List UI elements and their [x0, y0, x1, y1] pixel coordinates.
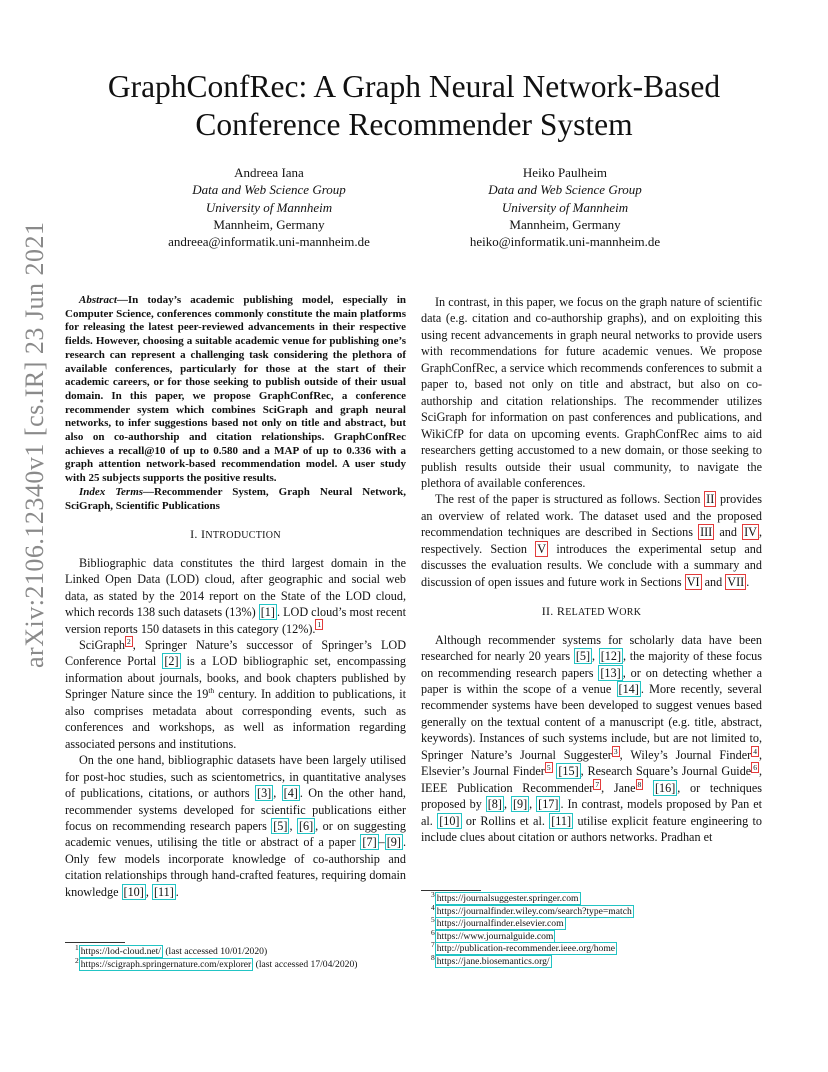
footnote-1: $^1$ https://lod-cloud.net/ (last accessed 10/01/2020) — [75, 942, 268, 957]
footnote-url[interactable]: http://publication-recommender.ieee.org/home — [436, 943, 616, 954]
right-column — [421, 294, 762, 846]
footnote-marker[interactable]: 2 — [127, 636, 131, 646]
index-terms-text: —Recommender System, Graph Neural Network, SciGraph, Scientific Publications — [65, 485, 406, 512]
arxiv-identifier: arXiv:2106.12340v1 [cs.IR] 23 Jun 2021 — [20, 221, 49, 668]
index-terms — [65, 486, 406, 513]
citation-link[interactable]: [9] — [512, 797, 528, 812]
structure-paragraph: The rest of the paper is structured as follows. Section II provides an overview of related work. The dataset used and the proposed recommendation techniques are described in Sections III and IV , respectively. Section V introduces the experimental setup and discusses the evaluation results. We conclude with a summary and discussion of open issues and future work in Sections VI and VII . — [421, 492, 762, 589]
abstract-label: Abstract — [79, 294, 117, 306]
citation-link[interactable]: [4] — [283, 786, 298, 801]
footnote-marker[interactable]: 3 — [613, 746, 618, 756]
title-line-2: Conference Recommender System — [195, 107, 633, 142]
citation-link[interactable]: [12] — [600, 649, 622, 664]
citation-link[interactable]: [14] — [618, 681, 639, 696]
intro-paragraph-1: Bibliographic data constitutes the third largest domain in the Linked Open Data (LOD) cloud, after geographic and social web data, as stated by the 2014 report on the State of the LOD cloud, which records 138 such datasets (13%) [1] . LOD cloud’s most recent version reports 150 datasets in this category (12%). $^1$ — [65, 555, 406, 636]
section-link[interactable]: VII — [727, 574, 745, 589]
footnote-4: $^4$ https://journalfinder.wiley.com/search?type=match — [431, 902, 632, 917]
footnote-url[interactable]: https://jane.biosemantics.org/ — [436, 955, 550, 967]
citation-link[interactable]: [17] — [538, 797, 559, 812]
footnote-2: $^2$ https://scigraph.springernature.com/explorer (last accessed 17/04/2020) — [75, 955, 358, 970]
footnote-7: $^7$ http://publication-recommender.ieee.org/home — [431, 939, 616, 954]
section-heading-related-work: II. RELATED WORK — [541, 604, 642, 619]
author-university: University of Mannheim — [205, 199, 333, 215]
citation-link[interactable]: [13] — [600, 665, 621, 680]
citation-link[interactable]: [15] — [558, 764, 579, 779]
section-link[interactable]: IV — [744, 525, 757, 540]
citation-link[interactable]: [11] — [153, 884, 174, 899]
citation-link[interactable]: [10] — [439, 813, 460, 828]
footnote-url[interactable]: https://journalfinder.wiley.com/search?type=match — [436, 905, 632, 917]
related-work-paragraph: Although recommender systems for scholarly data have been researched for nearly 20 years [5] , [12] , the majority of these focus on recommending research papers [13] , or on detecting whether a paper is within the scope of a venue [14] . More recently, several recommender systems have been developed to suggest venues based generally on the textual content of a manuscript (e.g. title, abstract, keywords). Instances of such systems include, but are not limited to, Springer Nature’s Journal Suggester $^3$ , Wiley’s Journal Finder $^4$ , Elsevier’s Journal Finder $^5$ [15] , Research Square’s Journal Guide $^6$ , IEEE Publication Recommender $^7$ , Jane $^8$ [16] , or techniques proposed by [8] , [9] , [17] . In contrast, models proposed by Pan et al. [10] or Rollins et al. [11] utilise explicit feature engineering to include clues about citation or authors networks. Pradhan et — [421, 632, 763, 845]
left-column — [65, 294, 406, 900]
right-footnotes — [431, 889, 634, 968]
author-group: Data and Web Science Group — [192, 182, 346, 198]
citation-link[interactable]: [9] — [386, 835, 401, 850]
author-location: Mannheim, Germany — [213, 216, 325, 232]
citation-link[interactable]: [6] — [298, 818, 314, 833]
citation-link[interactable]: [11] — [551, 813, 572, 828]
footnote-marker[interactable]: 7 — [595, 779, 600, 789]
footnote-url[interactable]: https://lod-cloud.net/ — [80, 946, 161, 957]
footnote-url[interactable]: https://www.journalguide.com — [436, 930, 554, 942]
footnote-marker[interactable]: 6 — [753, 763, 757, 773]
author-location: Mannheim, Germany — [509, 216, 621, 232]
author-block-1 — [119, 164, 419, 250]
left-footnotes — [75, 942, 358, 971]
footnote-url[interactable]: https://journalsuggester.springer.com — [436, 893, 579, 904]
footnote-divider — [421, 890, 481, 891]
footnote-marker[interactable]: 8 — [637, 779, 642, 789]
author-block-2 — [415, 164, 715, 250]
footnote-3: $^3$ https://journalsuggester.springer.com — [431, 889, 579, 904]
footnote-url[interactable]: https://journalfinder.elsevier.com — [436, 918, 564, 929]
citation-link[interactable]: [7] — [362, 835, 377, 850]
section-heading-introduction: I. INTRODUCTION — [190, 527, 281, 542]
citation-link[interactable]: [10] — [123, 884, 144, 899]
footnote-marker[interactable]: 1 — [317, 620, 322, 630]
index-terms-label: Index Terms — [79, 485, 144, 498]
citation-link[interactable]: [5] — [273, 818, 288, 833]
author-name: Andreea Iana — [234, 165, 304, 180]
section-link[interactable]: III — [700, 525, 713, 540]
author-university: University of Mannheim — [501, 199, 629, 215]
citation-link[interactable]: [8] — [487, 797, 502, 812]
abstract — [65, 294, 406, 486]
contribution-paragraph: In contrast, in this paper, we focus on the graph nature of scientific data (e.g. citation and co-authorship graphs), and on exploiting this using recent advancements in graph neural networks to provide users with recommendations for future academic venues. We propose GraphConfRec, a service which recommends conferences to submit a paper to, based not only on title and abstract, but also on co-authorship and citation relationships. The recommender utilizes SciGraph for information on past conferences and publications, and WikiCfP for data on upcoming events. GraphConfRec aims to aid researchers getting accustomed to a new domain, or those seeking to publish results outside their usual community, to navigate the plethora of available conferences. — [421, 295, 762, 490]
intro-paragraph-2: SciGraph $^2$ , Springer Nature’s successor of Springer’s LOD Conference Portal [2] is a LOD bibliographic set, encompassing information about journals, books, and book chapters published by Springer Nature since the 19th century. In addition to publications, it also comprises metadata about corresponding events, such as conferences and workshops, as well as information regarding associated persons and institutions. — [65, 636, 406, 751]
author-group: Data and Web Science Group — [488, 182, 642, 198]
author-email: andreea@informatik.uni-mannheim.de — [168, 234, 370, 250]
footnote-marker[interactable]: 4 — [753, 746, 757, 756]
abstract-text: —In today’s academic publishing model, especially in Computer Science, conferences commonly constitute the main platforms for releasing the latest peer-reviewed advancements in their respective fields. However, choosing a suitable academic venue for publishing one’s research can represent a challenging task considering the plethora of available conferences, particularly for those at the start of their academic careers, or for those seeking to publish outside of their usual domain. In this paper, we propose GraphConfRec, a conference recommender system which combines SciGraph and graph neural networks, to infer suggestions based not only on title and abstract, but also on co-authorship and citation relationships. GraphConfRec achieves a recall@10 of up to 0.580 and a MAP of up to 0.336 with a graph attention network-based recommendation model. A user study with 25 subjects supports the positive results. — [65, 294, 406, 485]
intro-paragraph-3: On the one hand, bibliographic datasets have been largely utilised for post-hoc studies, such as scientometrics, in quantitative analyses of publications, citations, or authors [3] , [4] . On the other hand, recommender systems developed for scientific publications either focus on recommending research papers [5] , [6] , or on suggesting academic venues, utilising the title or abstract of a paper [7] – [9] . Only few models incorporate knowledge of co-authorship and citation relationships through hand-crafted features, requiring domain knowledge [10] , [11] . — [65, 753, 406, 899]
section-link[interactable]: II — [706, 492, 715, 507]
footnote-6: $^6$ https://www.journalguide.com — [431, 927, 554, 942]
author-email: heiko@informatik.uni-mannheim.de — [469, 234, 661, 250]
footnote-url[interactable]: https://scigraph.springernature.com/explorer — [80, 958, 252, 970]
paper-title — [60, 68, 768, 144]
citation-link[interactable]: [16] — [654, 780, 676, 795]
author-name: Heiko Paulheim — [522, 165, 608, 180]
footnote-marker[interactable]: 5 — [546, 763, 551, 773]
citation-link[interactable]: [2] — [164, 654, 179, 669]
section-link[interactable]: V — [537, 541, 547, 556]
citation-link[interactable]: [1] — [260, 605, 275, 620]
section-link[interactable]: VI — [686, 574, 700, 589]
citation-link[interactable]: [3] — [257, 786, 272, 801]
footnote-5: $^5$ https://journalfinder.elsevier.com — [431, 914, 564, 929]
footnote-divider — [65, 942, 125, 943]
title-line-1: GraphConfRec: A Graph Neural Network-Based — [107, 69, 721, 104]
citation-link[interactable]: [5] — [575, 649, 591, 664]
footnote-8: $^8$ https://jane.biosemantics.org/ — [431, 952, 550, 967]
